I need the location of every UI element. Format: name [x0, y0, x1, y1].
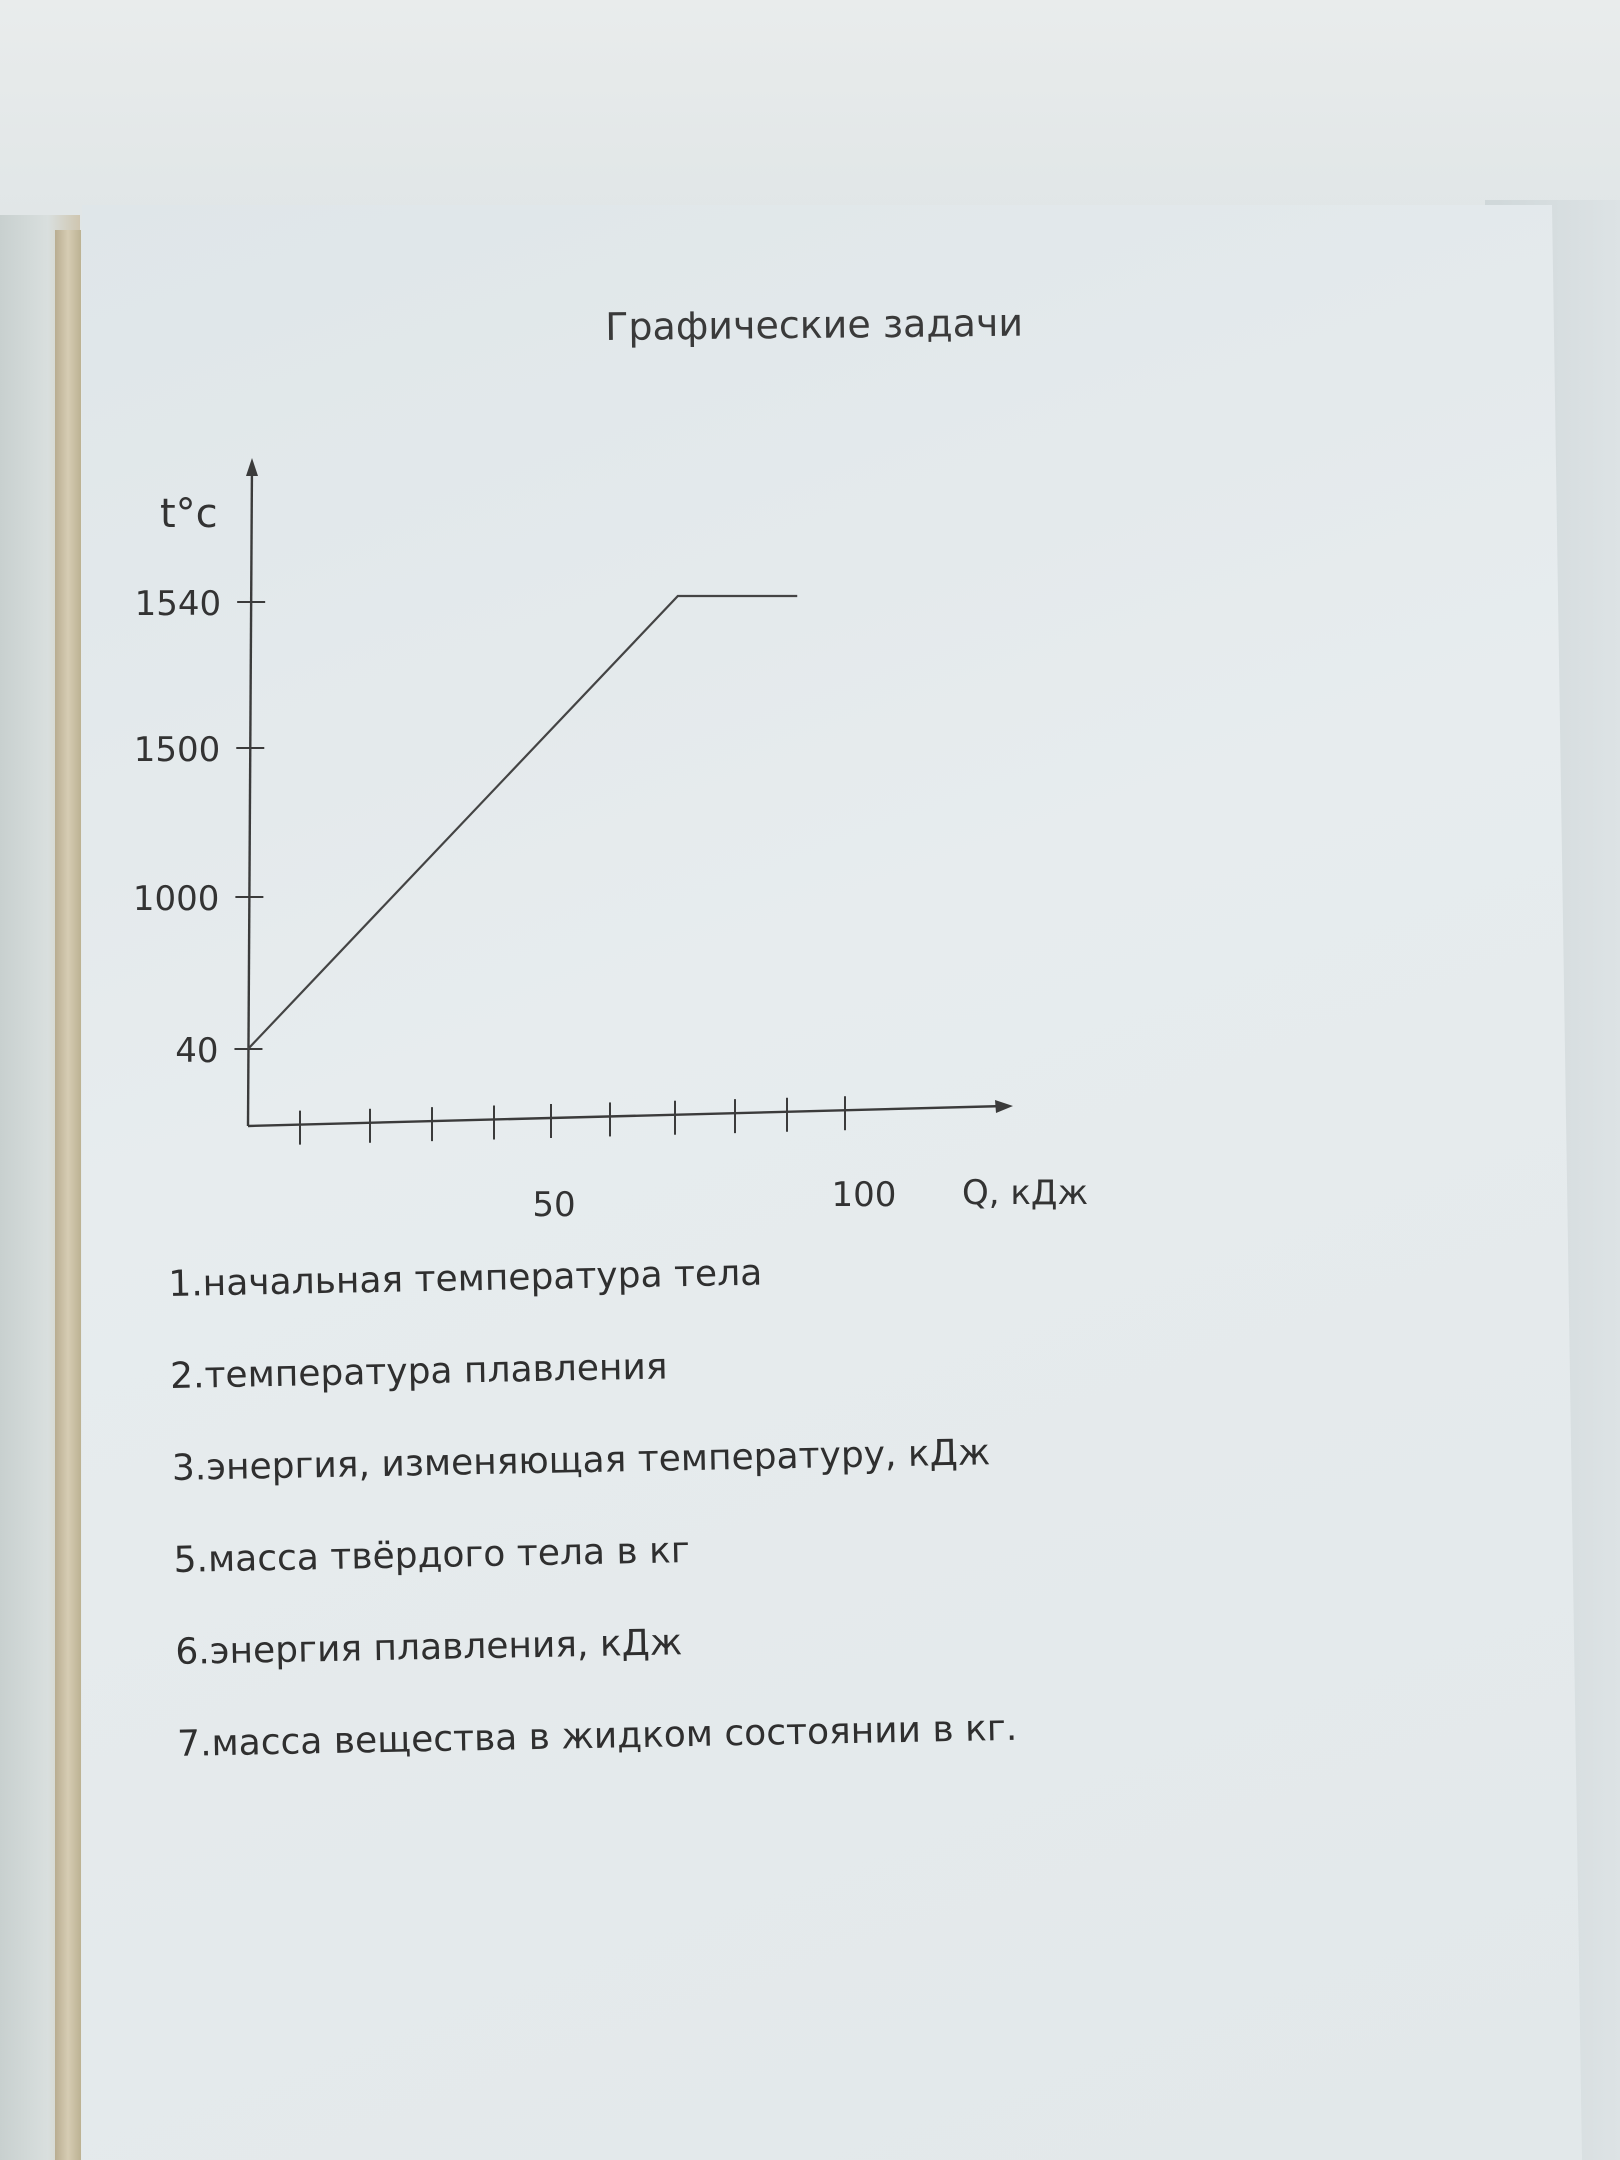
y-tick-label: 1000 — [132, 879, 220, 919]
question-item: 5.масса твёрдого тела в кг — [173, 1530, 691, 1581]
question-item: 3.энергия, изменяющая температуру, кДж — [171, 1432, 991, 1489]
x-axis-line — [248, 1106, 1005, 1126]
question-list — [168, 1244, 1278, 1817]
y-axis-arrow — [246, 458, 258, 476]
y-tick-label: 1500 — [133, 730, 221, 770]
y-tick-label: 1540 — [134, 584, 222, 624]
x-tick-label: 100 — [831, 1175, 897, 1215]
x-tick-label: 50 — [532, 1185, 576, 1225]
x-axis-title: Q, кДж — [962, 1173, 1089, 1213]
y-tick-label: 40 — [175, 1031, 219, 1071]
y-axis-title: t°c — [160, 491, 218, 537]
question-item: 1.начальная температура тела — [167, 1252, 763, 1305]
question-item: 7.масса вещества в жидком состоянии в кг. — [176, 1707, 1018, 1765]
y-axis-line — [248, 462, 252, 1126]
question-item: 6.энергия плавления, кДж — [175, 1622, 683, 1673]
x-axis-arrow — [995, 1100, 1013, 1113]
page-title: Графические задачи — [605, 300, 1024, 349]
question-item: 2.температура плавления — [169, 1346, 668, 1397]
series-line — [248, 596, 797, 1049]
